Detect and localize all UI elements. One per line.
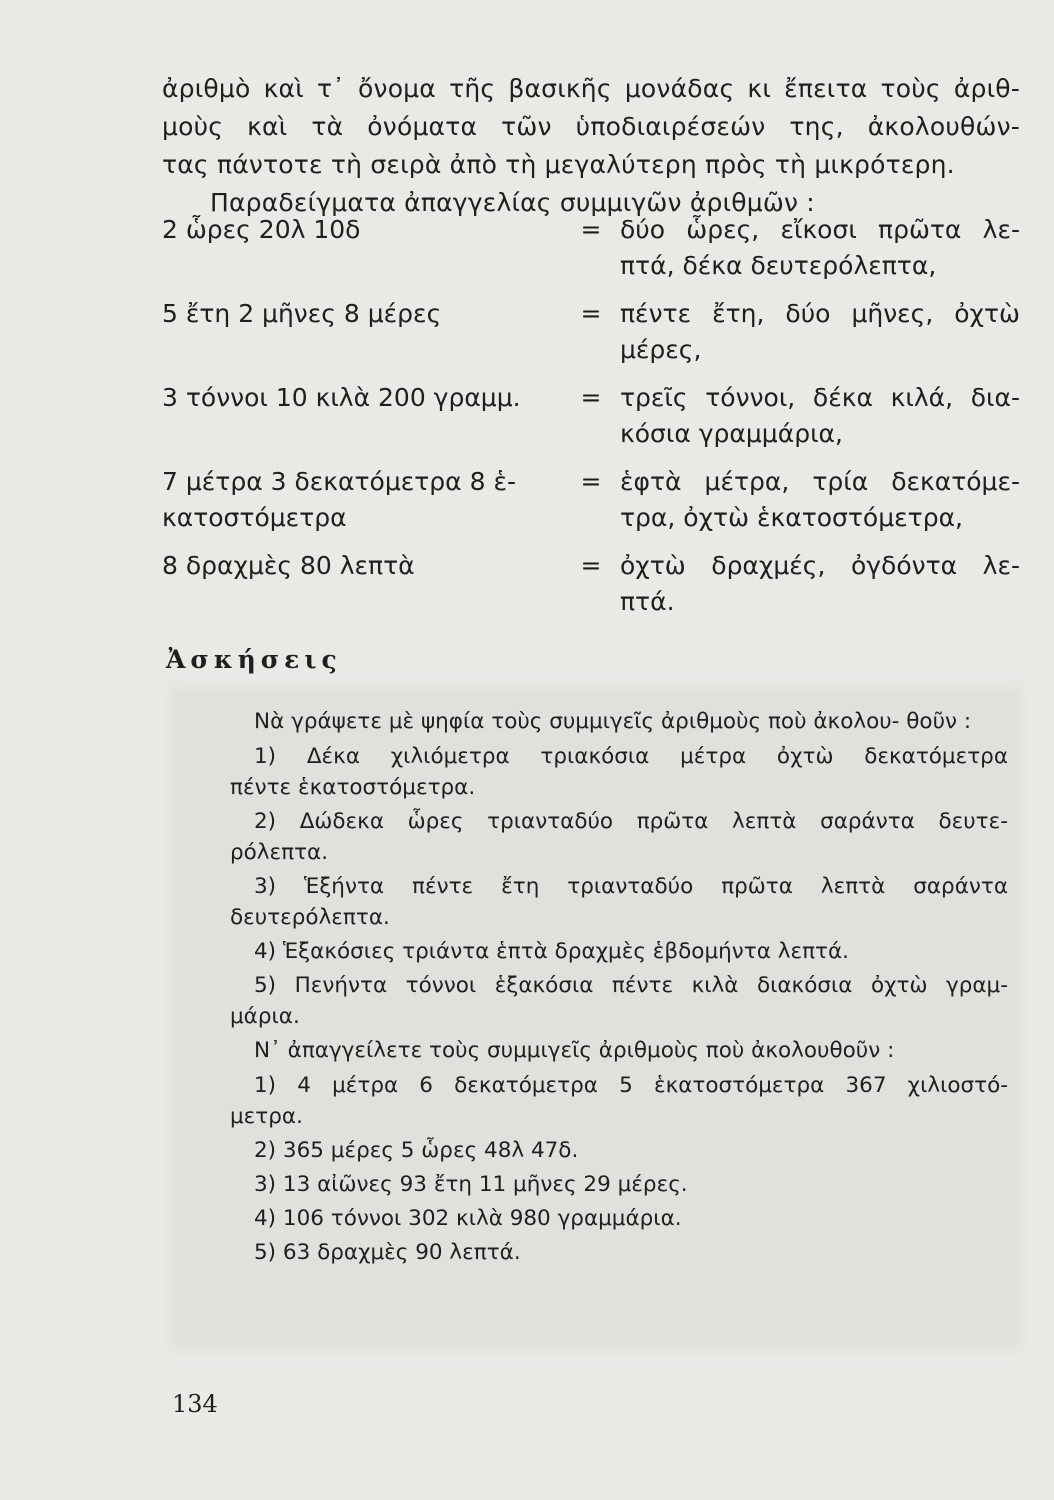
exercise-item: 2) Δώδεκα ὧρες τριανταδύο πρῶτα λεπτὰ σαράντα δευτε- ρόλεπτα. [230,809,1008,865]
exercise-item: 4) 106 τόννοι 302 κιλὰ 980 γραμμάρια. [254,1206,682,1231]
exercise-item: 3) 13 αἰῶνες 93 ἔτη 11 μῆνες 29 μέρες. [254,1172,688,1197]
examples-heading: Παραδείγματα ἀπαγγελίας συμμιγῶν ἀριθμῶν : [210,188,815,217]
exercise-item: 4) Ἑξακόσιες τριάντα ἑπτὰ δραχμὲς ἑβδομήντα λεπτά. [254,939,849,964]
example-numeric: 5 ἔτη 2 μῆνες 8 μέρες [162,299,442,328]
exercise-item: 1) Δέκα χιλιόμετρα τριακόσια μέτρα ὀχτὼ δεκατόμετρα πέντε ἑκατοστόμετρα. [230,744,1008,800]
example-spoken: ὀχτὼ δραχμές, ὀγδόντα λε- πτά. [620,551,1020,616]
example-spoken: δύο ὧρες, εἴκοσι πρῶτα λε- πτά, δέκα δευτερόλεπτα, [620,215,1020,280]
exercise-item: 5) 63 δραχμὲς 90 λεπτά. [254,1240,521,1265]
intro-line: ἀριθμὸ καὶ τ᾽ ὄνομα τῆς βασικῆς μονάδας κι ἔπειτα τοὺς ἀριθ- [162,74,1020,103]
equals-sign: = [580,299,602,328]
example-row [162,548,1020,620]
example-numeric: 3 τόννοι 10 κιλὰ 200 γραμμ. [162,383,521,412]
exercise-item: 5) Πενήντα τόννοι ἑξακόσια πέντε κιλὰ διακόσια ὀχτὼ γραμ- μάρια. [230,973,1008,1029]
equals-sign: = [580,551,602,580]
exercises-text [230,706,1008,1271]
example-numeric: 8 δραχμὲς 80 λεπτὰ [162,551,415,580]
example-spoken: ἑφτὰ μέτρα, τρία δεκατόμε- τρα, ὀχτὼ ἑκατοστόμετρα, [620,467,1020,532]
exercise-item: 3) Ἑξήντα πέντε ἔτη τριανταδύο πρῶτα λεπτὰ σαράντα δευτερόλεπτα. [230,874,1008,930]
example-spoken: πέντε ἔτη, δύο μῆνες, ὀχτὼ μέρες, [620,299,1020,364]
equals-sign: = [580,383,602,412]
example-row [162,380,1020,452]
exercise-item: 2) 365 μέρες 5 ὧρες 48λ 47δ. [254,1138,579,1163]
page-number: 134 [172,1390,218,1418]
exercise-item: 1) 4 μέτρα 6 δεκατόμετρα 5 ἑκατοστόμετρα 367 χιλιοστό- μετρα. [230,1073,1008,1129]
equals-sign: = [580,467,602,496]
example-row [162,296,1020,368]
exercise-instruction: Νὰ γράψετε μὲ ψηφία τοὺς συμμιγεῖς ἀριθμοὺς ποὺ ἀκολου- θοῦν : [254,709,972,734]
exercise-instruction: Ν᾽ ἀπαγγείλετε τοὺς συμμιγεῖς ἀριθμοὺς ποὺ ἀκολουθοῦν : [254,1038,895,1063]
example-numeric: 2 ὧρες 20λ 10δ [162,215,361,244]
examples-list [162,212,1020,632]
example-row [162,212,1020,284]
intro-paragraph [162,70,1020,222]
section-title: Ἀσκήσεις [166,645,342,674]
exercises-box [176,692,1016,1344]
intro-line: μοὺς καὶ τὰ ὀνόματα τῶν ὑποδιαιρέσεών της, ἀκολουθών- [162,112,1020,141]
intro-line: τας πάντοτε τὴ σειρὰ ἀπὸ τὴ μεγαλύτερη πρὸς τὴ μικρότερη. [162,150,955,179]
equals-sign: = [580,215,602,244]
example-spoken: τρεῖς τόννοι, δέκα κιλά, δια- κόσια γραμμάρια, [620,383,1020,448]
example-numeric: 7 μέτρα 3 δεκατόμετρα 8 ἑ- κατοστόμετρα [162,467,516,532]
example-row [162,464,1020,536]
